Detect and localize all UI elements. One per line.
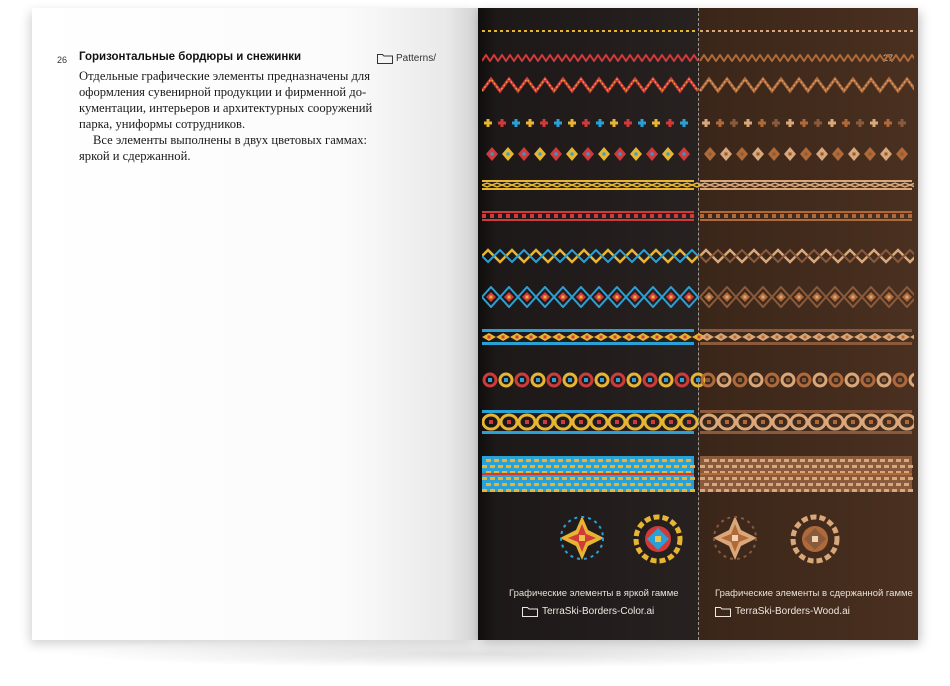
border-pattern — [482, 146, 914, 162]
border-pattern — [482, 408, 914, 436]
folder-icon — [377, 53, 393, 64]
border-pattern — [482, 28, 914, 34]
border-row — [482, 146, 914, 162]
border-row — [482, 286, 914, 308]
snowflake-medallion-bright — [633, 514, 683, 564]
snowflake-star-bright — [558, 514, 606, 562]
palette-divider — [698, 8, 699, 640]
border-row — [482, 368, 914, 392]
border-row — [482, 28, 914, 34]
patterns-folder-link[interactable] — [377, 53, 436, 64]
bright-file-link[interactable] — [522, 606, 654, 617]
book-shadow — [60, 640, 910, 668]
page-number-left: 26 — [57, 55, 68, 65]
right-page — [478, 8, 918, 640]
border-pattern — [482, 76, 914, 94]
border-row — [482, 248, 914, 264]
border-row — [482, 408, 914, 436]
border-pattern — [482, 368, 914, 392]
muted-caption: Графические элементы в сдержанной гамме — [715, 588, 913, 599]
spine-shadow — [478, 8, 496, 640]
border-row — [482, 178, 914, 192]
page-number-right: 27 — [883, 53, 894, 63]
muted-file-name: TerraSki-Borders-Wood.ai — [735, 606, 850, 617]
border-pattern — [482, 456, 914, 492]
muted-file-link[interactable] — [715, 606, 850, 617]
snowflake-medallion-muted — [790, 514, 840, 564]
border-pattern — [482, 326, 914, 348]
border-pattern — [482, 286, 914, 308]
border-row — [482, 210, 914, 222]
border-row — [482, 54, 914, 62]
folder-icon — [715, 606, 731, 617]
paragraph-2: Все элементы выполнены в двух цветовых гаммах: яркой и сдержанной. — [79, 133, 368, 163]
bright-caption: Графические элементы в яркой гамме — [509, 588, 679, 599]
border-pattern — [482, 54, 914, 62]
bright-file-name: TerraSki-Borders-Color.ai — [542, 606, 655, 617]
border-pattern — [482, 178, 914, 192]
border-row — [482, 118, 914, 128]
folder-icon — [522, 606, 538, 617]
section-title: Горизонтальные бордюры и снежинки — [79, 51, 302, 63]
border-pattern — [482, 248, 914, 264]
paragraph-1: Отдельные графические элементы предназначены для оформления сувенирной продукции и фирменной до-кументации, интерьеров и архитектурных сооружений парка, униформы сотрудников. — [79, 69, 373, 131]
border-row — [482, 456, 914, 492]
body-text — [79, 68, 373, 164]
snowflake-star-muted — [711, 514, 759, 562]
folder-label: Patterns/ — [396, 53, 437, 64]
border-row — [482, 76, 914, 94]
border-row — [482, 326, 914, 348]
border-pattern — [482, 118, 914, 128]
border-pattern — [482, 210, 914, 222]
